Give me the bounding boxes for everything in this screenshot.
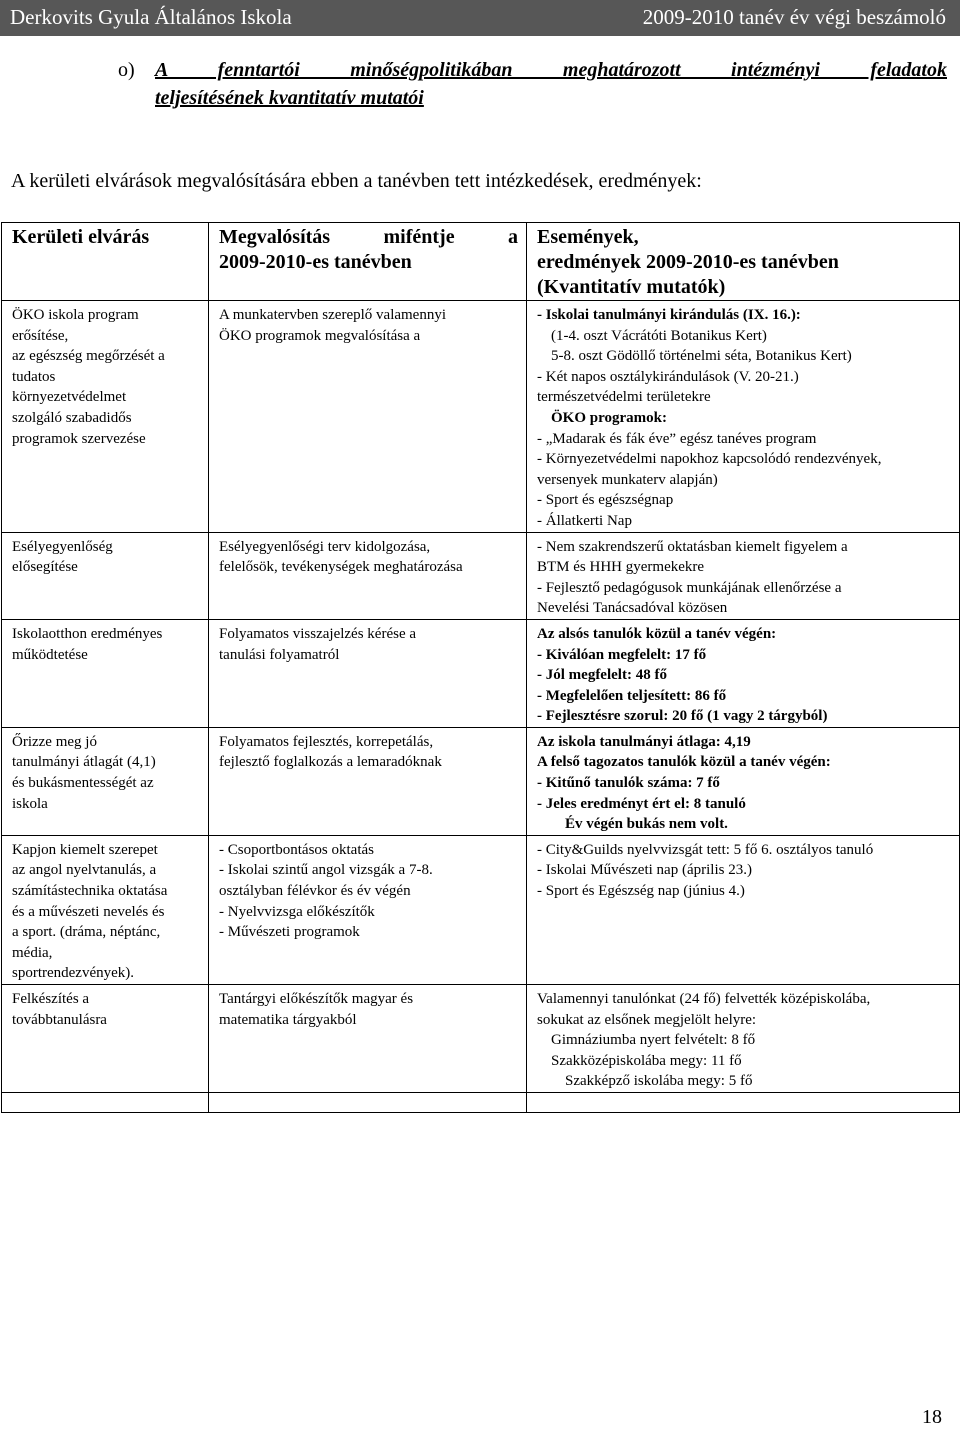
cell-line: szolgáló szabadidős — [12, 409, 132, 426]
cell-line: fejlesztő foglalkozás a lemaradóknak — [219, 754, 442, 771]
cell-line: matematika tárgyakból — [219, 1011, 357, 1028]
cell-line: A munkatervben szereplő valamennyi — [219, 307, 447, 323]
intro-text: A kerületi elvárások megvalósítására ebben a tanévben tett intézkedések, eredmények: — [11, 170, 702, 192]
cell-line: Folyamatos fejlesztés, korrepetálás, — [219, 733, 434, 750]
results-cell — [527, 619, 960, 727]
cell-line: Kapjon kiemelt szerepet — [12, 841, 158, 858]
page-number: 18 — [922, 1406, 942, 1428]
cell-line: továbbtanulásra — [12, 1011, 107, 1028]
cell-line: tanulási folyamatról — [219, 646, 340, 663]
cell-line: környezetvédelmet — [12, 389, 127, 406]
page-header — [0, 0, 960, 36]
school-name: Derkovits Gyula Általános Iskola — [10, 5, 292, 29]
result-line: Gimnáziumba nyert felvételt: 8 fő — [551, 1032, 756, 1049]
result-line: ÖKO programok: — [551, 409, 667, 426]
results-cell — [527, 727, 960, 835]
table-header-row — [2, 223, 960, 301]
empty-cell — [527, 1092, 960, 1112]
result-line: - Nem szakrendszerű oktatásban kiemelt figyelem a — [537, 538, 848, 555]
empty-cell — [209, 1092, 527, 1112]
implementation-cell — [209, 619, 527, 727]
result-line: Szakközépiskolába megy: 11 fő — [551, 1052, 742, 1069]
result-line: - Kitűnő tanulók száma: 7 fő — [537, 775, 720, 792]
implementation-cell — [209, 985, 527, 1093]
expectation-cell — [2, 532, 209, 619]
result-line: - Környezetvédelmi napokhoz kapcsolódó rendezvények, — [537, 451, 882, 468]
cell-line: tanulmányi átlagát (4,1) — [12, 754, 156, 771]
cell-line: az egészség megőrzését a — [12, 348, 165, 365]
result-line: - Fejlesztésre szorul: 20 fő (1 vagy 2 tárgyból) — [537, 708, 828, 725]
result-line: Év végén bukás nem volt. — [565, 816, 728, 833]
cell-line: sportrendezvények). — [12, 965, 135, 982]
result-line: - Két napos osztálykirándulások (V. 20-21.) — [537, 368, 799, 385]
cell-line: ÖKO iskola program — [12, 307, 139, 323]
cell-line: és a művészeti nevelés és — [12, 903, 165, 920]
result-line: BTM és HHH gyermekekre — [537, 559, 705, 576]
report-title: 2009-2010 tanév év végi beszámoló — [642, 5, 946, 29]
empty-cell — [2, 1092, 209, 1112]
cell-line: ÖKO programok megvalósítása a — [219, 327, 421, 344]
result-line: Az iskola tanulmányi átlaga: 4,19 — [537, 733, 751, 750]
result-line: - Fejlesztő pedagógusok munkájának ellenőrzése a — [537, 579, 842, 596]
section-title-line-2: teljesítésének kvantitatív mutatói — [155, 87, 424, 109]
cell-line: osztályban félévkor és év végén — [219, 883, 411, 900]
cell-line: felelősök, tevékenységek meghatározása — [219, 559, 463, 576]
header-line: Kerületi elvárás — [12, 226, 150, 248]
header-line: eredmények 2009-2010-es tanévben — [537, 251, 839, 273]
result-line: Valamennyi tanulónkat (24 fő) felvették középiskolába, — [537, 991, 871, 1007]
table-row-empty — [2, 1092, 960, 1112]
cell-line: Felkészítés a — [12, 991, 90, 1007]
cell-line: a sport. (dráma, néptánc, — [12, 924, 161, 941]
cell-line: Tantárgyi előkészítők magyar és — [219, 991, 414, 1007]
cell-line: Őrizze meg jó — [12, 733, 97, 750]
result-line: - City&Guilds nyelvvizsgát tett: 5 fő 6. osztályos tanuló — [537, 841, 874, 858]
cell-line: elősegítése — [12, 559, 78, 576]
result-line: A felső tagozatos tanulók közül a tanév végén: — [537, 754, 831, 771]
cell-line: média, — [12, 944, 53, 961]
cell-line: - Nyelvvizsga előkészítők — [219, 903, 375, 920]
expectation-cell — [2, 727, 209, 835]
cell-line: - Csoportbontásos oktatás — [219, 841, 374, 858]
implementation-cell — [209, 532, 527, 619]
implementation-cell — [209, 835, 527, 984]
cell-line: Folyamatos visszajelzés kérése a — [219, 625, 417, 642]
result-line: Szakképző iskolába megy: 5 fő — [565, 1073, 753, 1090]
expectation-cell — [2, 619, 209, 727]
implementation-cell — [209, 727, 527, 835]
header-implementation — [209, 223, 527, 301]
result-line: - „Madarak és fák éve” egész tanéves program — [537, 430, 817, 447]
result-line: - Jeles eredményt ért el: 8 tanuló — [537, 795, 746, 812]
cell-line: működtetése — [12, 646, 88, 663]
table-row — [2, 727, 960, 835]
result-line: 5-8. oszt Gödöllő történelmi séta, Botanikus Kert) — [551, 348, 852, 365]
section-label: o) — [118, 59, 135, 81]
results-cell — [527, 835, 960, 984]
results-cell — [527, 301, 960, 533]
result-line: - Sport és egészségnap — [537, 492, 674, 509]
table-row — [2, 532, 960, 619]
results-table — [1, 222, 960, 1113]
section-title-line-1: A fenntartói minőségpolitikában meghatározott intézményi feladatok — [155, 59, 947, 81]
table-row — [2, 619, 960, 727]
cell-line: erősítése, — [12, 327, 69, 344]
header-line: Megvalósítás miféntje a — [219, 226, 518, 248]
header-line: (Kvantitatív mutatók) — [537, 276, 726, 298]
cell-line: számítástechnika oktatása — [12, 883, 168, 900]
implementation-cell — [209, 301, 527, 533]
result-line: (1-4. oszt Vácrátóti Botanikus Kert) — [551, 327, 767, 344]
expectation-cell — [2, 301, 209, 533]
cell-line: programok szervezése — [12, 430, 146, 447]
cell-line: és bukásmentességét az — [12, 775, 154, 792]
table-row — [2, 301, 960, 533]
cell-line: Esélyegyenlőségi terv kidolgozása, — [219, 538, 431, 555]
results-cell — [527, 985, 960, 1093]
header-line: Események, — [537, 226, 639, 248]
cell-line: az angol nyelvtanulás, a — [12, 862, 157, 879]
result-line: - Állatkerti Nap — [537, 512, 632, 529]
cell-line: - Művészeti programok — [219, 924, 360, 941]
result-line: - Iskolai tanulmányi kirándulás (IX. 16.): — [537, 307, 801, 323]
header-expectation — [2, 223, 209, 301]
expectation-cell — [2, 835, 209, 984]
result-line: - Kiválóan megfelelt: 17 fő — [537, 646, 707, 663]
header-results — [527, 223, 960, 301]
result-line: Nevelési Tanácsadóval közösen — [537, 600, 728, 617]
expectation-cell — [2, 985, 209, 1093]
result-line: Az alsós tanulók közül a tanév végén: — [537, 625, 777, 642]
cell-line: iskola — [12, 795, 48, 812]
cell-line: Iskolaotthon eredményes — [12, 625, 163, 642]
cell-line: tudatos — [12, 368, 56, 385]
result-line: - Iskolai Művészeti nap (április 23.) — [537, 862, 752, 879]
results-table-body — [2, 223, 960, 1113]
result-line: természetvédelmi területekre — [537, 389, 711, 406]
result-line: versenyek munkaterv alapján) — [537, 471, 718, 488]
result-line: - Sport és Egészség nap (június 4.) — [537, 883, 745, 900]
table-row — [2, 835, 960, 984]
results-cell — [527, 532, 960, 619]
cell-line: - Iskolai szintű angol vizsgák a 7-8. — [219, 862, 433, 879]
header-line: 2009-2010-es tanévben — [219, 251, 412, 273]
table-row — [2, 985, 960, 1093]
result-line: sokukat az elsőnek megjelölt helyre: — [537, 1011, 757, 1028]
cell-line: Esélyegyenlőség — [12, 538, 113, 555]
result-line: - Jól megfelelt: 48 fő — [537, 667, 667, 684]
result-line: - Megfelelően teljesített: 86 fő — [537, 687, 727, 704]
